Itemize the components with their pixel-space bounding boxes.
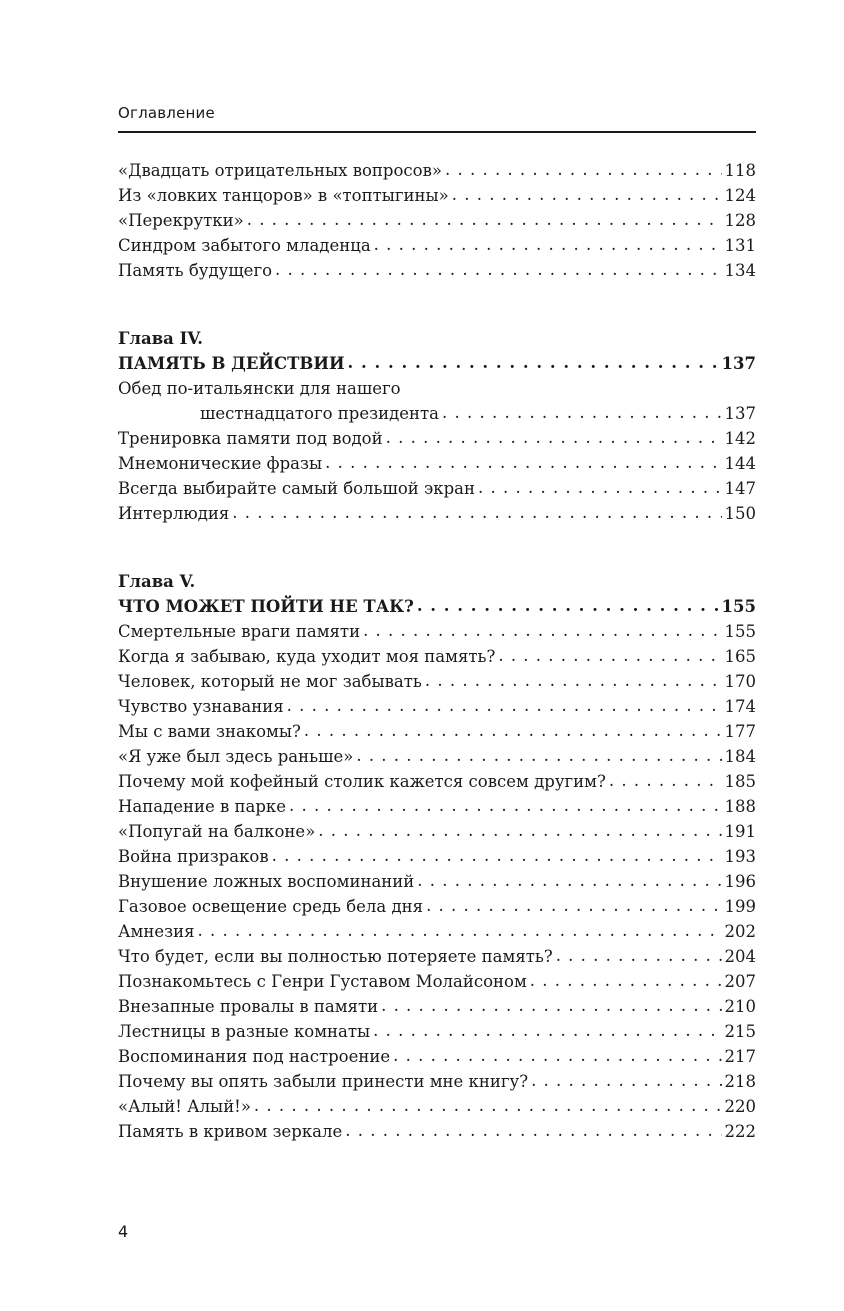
chapter-title-entry[interactable]: [118, 594, 756, 619]
toc-continued-section: [118, 158, 756, 283]
chapter-title: ПАМЯТЬ В ДЕЙСТВИИ: [118, 354, 345, 373]
leader-dots: [442, 400, 721, 425]
toc-entry[interactable]: [118, 376, 756, 426]
leader-dots: [318, 818, 721, 843]
toc-entry-page: 147: [724, 479, 756, 498]
toc-entry[interactable]: [118, 258, 756, 283]
leader-dots: [304, 718, 722, 743]
toc-entry-page: 128: [724, 211, 756, 230]
toc-entry[interactable]: [118, 769, 756, 794]
toc-entry[interactable]: [118, 1044, 756, 1069]
leader-dots: [425, 668, 722, 693]
toc-entry-page: 170: [724, 672, 756, 691]
leader-dots: [609, 768, 722, 793]
toc-entry[interactable]: [118, 794, 756, 819]
leader-dots: [363, 618, 721, 643]
toc-entry-page: 165: [724, 647, 756, 666]
toc-entry-title: Интерлюдия: [118, 504, 230, 523]
toc-entry-title: Тренировка памяти под водой: [118, 429, 383, 448]
toc-entry-page: 150: [724, 504, 756, 523]
toc-entry-title: Лестницы в разные комнаты: [118, 1022, 371, 1041]
toc-entry-title: Синдром забытого младенца: [118, 236, 371, 255]
toc-entry[interactable]: [118, 869, 756, 894]
toc-entry-title: Мнемонические фразы: [118, 454, 323, 473]
leader-dots: [478, 475, 722, 500]
toc-entry-title: Нападение в парке: [118, 797, 286, 816]
toc-entry[interactable]: [118, 426, 756, 451]
toc-entry-title: Газовое освещение средь бела дня: [118, 897, 424, 916]
toc-entry[interactable]: [118, 944, 756, 969]
toc-chapter-4: [118, 326, 756, 526]
leader-dots: [232, 500, 721, 525]
toc-entry-page: 188: [724, 797, 756, 816]
toc-entry[interactable]: [118, 819, 756, 844]
toc-entry[interactable]: [118, 719, 756, 744]
toc-entry-title: «Попугай на балконе»: [118, 822, 316, 841]
toc-entry-title: Память будущего: [118, 261, 273, 280]
toc-entry[interactable]: [118, 501, 756, 526]
leader-dots: [272, 843, 722, 868]
toc-entry-page: 191: [724, 822, 756, 841]
toc-entry-title: Чувство узнавания: [118, 697, 284, 716]
leader-dots: [452, 182, 722, 207]
toc-entry-title: Смертельные враги памяти: [118, 622, 361, 641]
toc-entry[interactable]: [118, 694, 756, 719]
leader-dots: [393, 1043, 721, 1068]
toc-entry-title: «Перекрутки»: [118, 211, 244, 230]
toc-entry-page: 217: [724, 1047, 756, 1066]
toc-entry[interactable]: [118, 1069, 756, 1094]
toc-entry[interactable]: [118, 208, 756, 233]
toc-entry-page: 118: [724, 161, 756, 180]
toc-entry-page: 196: [724, 872, 756, 891]
toc-entry[interactable]: [118, 1119, 756, 1144]
header-rule: [118, 131, 756, 133]
chapter-page: 155: [721, 597, 756, 616]
toc-entry[interactable]: [118, 1094, 756, 1119]
toc-entry-title: Амнезия: [118, 922, 195, 941]
toc-entry-page: 142: [724, 429, 756, 448]
leader-dots: [348, 350, 719, 375]
toc-entry-title: Когда я забываю, куда уходит моя память?: [118, 647, 496, 666]
toc-entry[interactable]: [118, 233, 756, 258]
toc-entry[interactable]: [118, 451, 756, 476]
toc-entry-title-line2: шестнадцатого президента: [200, 404, 440, 423]
leader-dots: [356, 743, 721, 768]
toc-entry-title: «Двадцать отрицательных вопросов»: [118, 161, 442, 180]
toc-entry-page: 218: [724, 1072, 756, 1091]
chapter-title-entry[interactable]: [118, 351, 756, 376]
toc-entry-page: 199: [724, 897, 756, 916]
toc-entry[interactable]: [118, 969, 756, 994]
leader-dots: [381, 993, 721, 1018]
toc-entry-page: 185: [724, 772, 756, 791]
leader-dots: [198, 918, 722, 943]
toc-entry-title: Воспоминания под настроение: [118, 1047, 391, 1066]
toc-entry-title: Почему вы опять забыли принести мне книгу?: [118, 1072, 529, 1091]
toc-entry-title: Война призраков: [118, 847, 269, 866]
toc-entry-page: 220: [724, 1097, 756, 1116]
leader-dots: [275, 257, 721, 282]
toc-entry[interactable]: [118, 744, 756, 769]
leader-dots: [287, 693, 722, 718]
toc-entry[interactable]: [118, 644, 756, 669]
toc-entry-page: 155: [724, 622, 756, 641]
toc-entry-title-line1: Обед по-итальянски для нашего: [118, 379, 401, 398]
leader-dots: [254, 1093, 722, 1118]
running-head: Оглавление: [118, 104, 215, 122]
chapter-title: ЧТО МОЖЕТ ПОЙТИ НЕ ТАК?: [118, 597, 414, 616]
toc-entry[interactable]: [118, 476, 756, 501]
leader-dots: [531, 1068, 721, 1093]
toc-entry-title: Всегда выбирайте самый большой экран: [118, 479, 475, 498]
leader-dots: [498, 643, 721, 668]
toc-entry-page: 193: [724, 847, 756, 866]
toc-entry-title: Что будет, если вы полностью потеряете память?: [118, 947, 553, 966]
toc-entry[interactable]: [118, 619, 756, 644]
toc-entry-page: 134: [724, 261, 756, 280]
leader-dots: [417, 593, 719, 618]
toc-entry-page: 215: [724, 1022, 756, 1041]
chapter-label: Глава IV.: [118, 329, 203, 348]
toc-entry[interactable]: [118, 844, 756, 869]
toc-entry-page: 222: [724, 1122, 756, 1141]
leader-dots: [445, 157, 722, 182]
toc-entry-page: 204: [724, 947, 756, 966]
toc-entry[interactable]: [118, 919, 756, 944]
toc-entry[interactable]: [118, 994, 756, 1019]
leader-dots: [247, 207, 722, 232]
toc-entry-title: «Алый! Алый!»: [118, 1097, 251, 1116]
page-number: 4: [118, 1222, 129, 1241]
toc-entry-page: 174: [724, 697, 756, 716]
toc-entry-title: Познакомьтесь с Генри Густавом Молайсоном: [118, 972, 527, 991]
toc-entry-page: 177: [724, 722, 756, 741]
toc-entry[interactable]: [118, 158, 756, 183]
leader-dots: [426, 893, 721, 918]
toc-entry[interactable]: [118, 894, 756, 919]
toc-entry-title: Из «ловких танцоров» в «топтыгины»: [118, 186, 449, 205]
toc-entry-title: Память в кривом зеркале: [118, 1122, 343, 1141]
toc-entry[interactable]: [118, 183, 756, 208]
chapter-label: Глава V.: [118, 572, 196, 591]
toc-entry-page: 137: [724, 404, 756, 423]
toc-entry-title: Человек, который не мог забывать: [118, 672, 422, 691]
toc-chapter-5: [118, 569, 756, 1144]
toc-entry[interactable]: [118, 669, 756, 694]
toc-entry-page: 144: [724, 454, 756, 473]
toc-entry-page: 210: [724, 997, 756, 1016]
leader-dots: [374, 232, 722, 257]
leader-dots: [325, 450, 721, 475]
leader-dots: [417, 868, 721, 893]
toc-entry-title: Мы с вами знакомы?: [118, 722, 301, 741]
toc-entry-title: Внезапные провалы в памяти: [118, 997, 379, 1016]
leader-dots: [530, 968, 722, 993]
leader-dots: [386, 425, 722, 450]
leader-dots: [289, 793, 722, 818]
toc-entry-page: 184: [724, 747, 756, 766]
toc-entry-page: 124: [724, 186, 756, 205]
leader-dots: [345, 1118, 721, 1143]
toc-entry-page: 207: [724, 972, 756, 991]
leader-dots: [556, 943, 722, 968]
chapter-page: 137: [721, 354, 756, 373]
toc-entry-page: 131: [724, 236, 756, 255]
toc-entry-title: Почему мой кофейный столик кажется совсем другим?: [118, 772, 606, 791]
toc-entry-page: 202: [724, 922, 756, 941]
toc-entry-title: «Я уже был здесь раньше»: [118, 747, 354, 766]
leader-dots: [373, 1018, 721, 1043]
toc-entry-title: Внушение ложных воспоминаний: [118, 872, 415, 891]
toc-entry[interactable]: [118, 1019, 756, 1044]
